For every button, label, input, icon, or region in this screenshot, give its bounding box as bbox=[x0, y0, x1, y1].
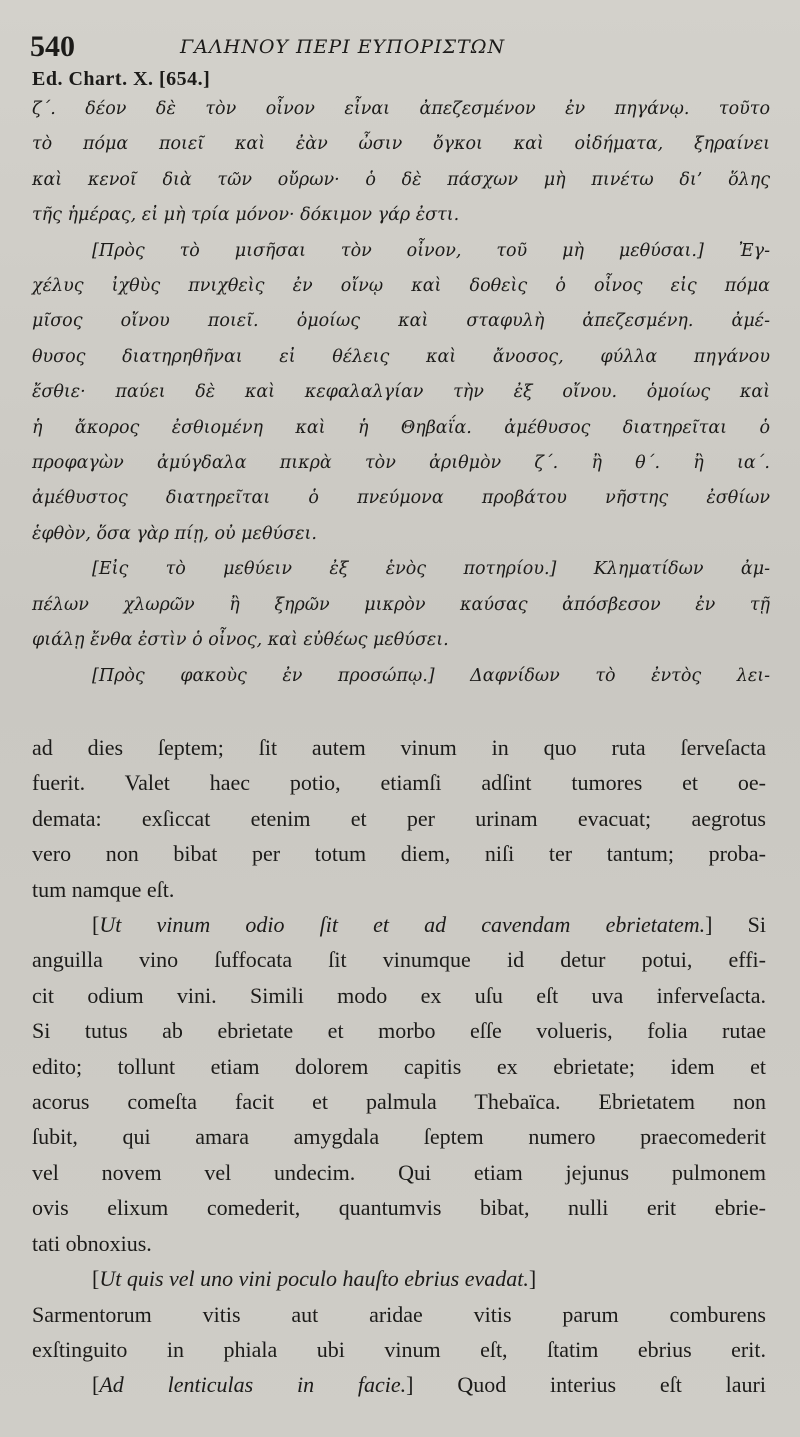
section-heading-line: [Ut vinum odio ſit et ad cavendam ebrietatem.] Si bbox=[92, 912, 766, 938]
latin-text: Si bbox=[747, 912, 766, 938]
running-title: ΓΑΛΗΝΟΥ ΠΕΡΙ ΕΥΠΟΡΙΣΤΩΝ bbox=[180, 36, 506, 58]
greek-line: ἑφθὸν, ὅσα γὰρ πίῃ, οὐ μεθύσει. bbox=[32, 523, 317, 544]
latin-line: edito; tollunt etiam dolorem capitis ex ebrietate; idem et bbox=[32, 1053, 766, 1079]
greek-line: [Εἰς τὸ μεθύειν ἐξ ἑνὸς ποτηρίου.] Κληματίδων ἀμ- bbox=[92, 559, 770, 580]
greek-line: τῆς ἡμέρας, εἰ μὴ τρία μόνον· δόκιμον γάρ ἐστι. bbox=[32, 205, 460, 226]
greek-line: θυσος διατηρηθῆναι εἰ θέλεις καὶ ἄνοσος, φύλλα πηγάνου bbox=[32, 346, 770, 367]
latin-line: tum namque eſt. bbox=[32, 876, 175, 902]
section-heading: Ad lenticulas in facie. bbox=[99, 1372, 407, 1398]
greek-line: [Πρὸς φακοὺς ἐν προσώπῳ.] Δαφνίδων τὸ ἐντὸς λει- bbox=[92, 665, 770, 686]
page-number: 540 bbox=[30, 30, 75, 63]
latin-line: vero non bibat per totum diem, niſi ter tantum; proba- bbox=[32, 841, 766, 867]
section-heading-line: [Ut quis vel uno vini poculo hauſto ebrius evadat.] bbox=[92, 1266, 537, 1292]
edition-reference: Ed. Chart. X. [654.] bbox=[32, 68, 211, 90]
greek-line: τὸ πόμα ποιεῖ καὶ ἐὰν ὦσιν ὄγκοι καὶ οἰδήματα, ξηραίνει bbox=[32, 134, 770, 155]
latin-line: tati obnoxius. bbox=[32, 1230, 152, 1256]
section-heading-line: [Ad lenticulas in facie.] Quod interius eſt lauri bbox=[92, 1372, 766, 1398]
latin-line: cit odium vini. Simili modo ex uſu eſt uva inferveſacta. bbox=[32, 982, 766, 1008]
greek-text-block bbox=[32, 92, 770, 694]
greek-line: ἡ ἄκορος ἐσθιομένη καὶ ἡ Θηβαΐα. ἀμέθυσος διατηρεῖται ὁ bbox=[32, 417, 770, 438]
greek-line: ζ΄. δέον δὲ τὸν οἶνον εἶναι ἀπεζεσμένον ἐν πηγάνῳ. τοῦτο bbox=[32, 99, 770, 119]
greek-line: ἔσθιε· παύει δὲ καὶ κεφαλαλγίαν τὴν ἐξ οἴνου. ὁμοίως καὶ bbox=[32, 382, 770, 403]
page-header bbox=[30, 30, 770, 70]
latin-line: anguilla vino ſuffocata ſit vinumque id detur potui, effi- bbox=[32, 947, 766, 973]
latin-line: exſtinguito in phiala ubi vinum eſt, ſtatim ebrius erit. bbox=[32, 1336, 766, 1362]
latin-line: vel novem vel undecim. Qui etiam jejunus pulmonem bbox=[32, 1159, 766, 1185]
latin-line: acorus comeſta facit et palmula Thebaïca. Ebrietatem non bbox=[32, 1089, 766, 1115]
greek-line: χέλυς ἰχθὺς πνιχθεὶς ἐν οἴνῳ καὶ δοθεὶς ὁ οἶνος εἰς πόμα bbox=[32, 276, 770, 297]
section-heading: Ut vinum odio ſit et ad cavendam ebrietatem. bbox=[99, 912, 706, 938]
latin-line: ad dies ſeptem; ſit autem vinum in quo ruta ſerveſacta bbox=[32, 735, 766, 760]
greek-line: προφαγὼν ἀμύγδαλα πικρὰ τὸν ἀριθμὸν ζ΄. ἢ θ΄. ἢ ια΄. bbox=[32, 453, 770, 474]
latin-line: ovis elixum comederit, quantumvis bibat, nulli erit ebrie- bbox=[32, 1195, 766, 1221]
section-heading: Ut quis vel uno vini poculo hauſto ebrius evadat. bbox=[99, 1266, 529, 1292]
latin-line: Si tutus ab ebrietate et morbo eſſe volueris, folia rutae bbox=[32, 1018, 766, 1044]
latin-line: demata: exſiccat etenim et per urinam evacuat; aegrotus bbox=[32, 805, 766, 831]
greek-line: καὶ κενοῖ διὰ τῶν οὔρων· ὁ δὲ πάσχων μὴ πινέτω δι’ ὅλης bbox=[32, 169, 770, 190]
latin-text-block bbox=[32, 730, 766, 1403]
latin-line: Sarmentorum vitis aut aridae vitis parum comburens bbox=[32, 1301, 766, 1327]
greek-line: φιάλῃ ἔνθα ἐστὶν ὁ οἶνος, καὶ εὐθέως μεθύσει. bbox=[32, 630, 449, 651]
latin-line: ſubit, qui amara amygdala ſeptem numero praecomederit bbox=[32, 1124, 766, 1150]
latin-text: Quod interius eſt lauri bbox=[457, 1372, 766, 1398]
greek-line: πέλων χλωρῶν ἢ ξηρῶν μικρὸν καύσας ἀπόσβεσον ἐν τῇ bbox=[32, 594, 770, 615]
greek-line: ἀμέθυστος διατηρεῖται ὁ πνεύμονα προβάτου νῆστης ἐσθίων bbox=[32, 488, 770, 509]
greek-line: μῖσος οἴνου ποιεῖ. ὁμοίως καὶ σταφυλὴ ἀπεζεσμένη. ἀμέ- bbox=[32, 311, 770, 332]
greek-line: [Πρὸς τὸ μισῆσαι τὸν οἶνον, τοῦ μὴ μεθύσαι.] Ἐγ- bbox=[92, 240, 770, 261]
latin-line: fuerit. Valet haec potio, etiamſi adſint tumores et oe- bbox=[32, 770, 766, 796]
